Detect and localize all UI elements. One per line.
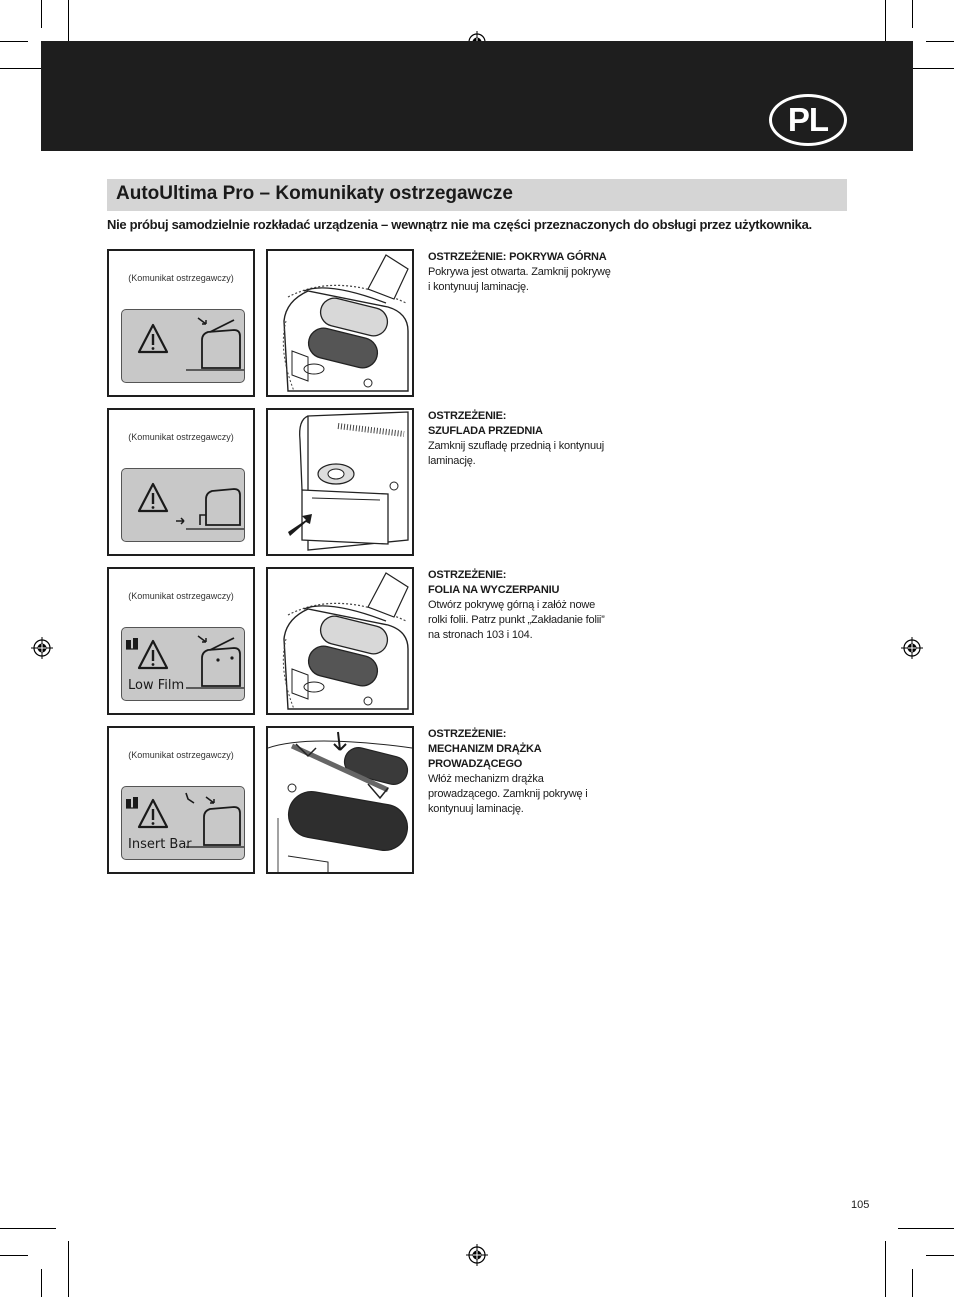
laminator-illustration-guide-bar [266, 726, 414, 874]
warning-heading: OSTRZEŻENIE: POKRYWA GÓRNA [428, 251, 607, 263]
guide-bar-insertion-image [268, 728, 412, 872]
warning-heading: OSTRZEŻENIE: [428, 569, 507, 581]
crop-mark [0, 41, 28, 42]
laminator-outline-icon [176, 489, 244, 529]
section-title: AutoUltima Pro – Komunikaty ostrzegawcze [116, 183, 513, 204]
section-subtitle: Nie próbuj samodzielnie rozkładać urządzenia – wewnątrz nie ma części przeznaczonych do obsługi przez użytkownika. [107, 217, 812, 232]
registration-mark-icon [31, 637, 53, 659]
laminator-open-cover-image [268, 569, 412, 713]
laminator-illustration-low-film [266, 567, 414, 715]
crop-mark [885, 1241, 886, 1297]
lcd-graphic [122, 310, 246, 384]
crop-mark [0, 1255, 28, 1256]
lcd-display [121, 309, 245, 383]
warning-triangle-icon [139, 325, 167, 352]
lcd-label: Insert Bar [128, 837, 192, 852]
warning-body-line: Włóż mechanizm drążka [428, 773, 544, 785]
laminator-open-cover-image [268, 251, 412, 395]
warning-message-panel [107, 249, 255, 397]
warning-triangle-icon [139, 800, 167, 827]
warning-description [428, 409, 628, 469]
crop-mark [912, 0, 913, 28]
warning-message-panel [107, 726, 255, 874]
crop-mark [0, 1228, 56, 1229]
lcd-display [121, 627, 245, 701]
laminator-front-drawer-image [268, 410, 412, 554]
warning-heading: SZUFLADA PRZEDNIA [428, 425, 543, 437]
warning-description [428, 727, 628, 817]
warning-body-line: Pokrywa jest otwarta. Zamknij pokrywę [428, 266, 611, 278]
lcd-display [121, 468, 245, 542]
message-caption: (Komunikat ostrzegawczy) [128, 750, 234, 760]
crop-mark [898, 1228, 954, 1229]
laminator-outline-icon [186, 793, 244, 847]
crop-mark [912, 1269, 913, 1297]
message-caption: (Komunikat ostrzegawczy) [128, 591, 234, 601]
warning-description [428, 250, 628, 295]
warning-body-line: laminację. [428, 455, 476, 467]
warning-heading: MECHANIZM DRĄŻKA [428, 743, 542, 755]
crop-mark [41, 1269, 42, 1297]
warning-body-line: Otwórz pokrywę górną i załóż nowe [428, 599, 596, 611]
warning-message-panel [107, 408, 255, 556]
warning-body-line: i kontynuuj laminację. [428, 281, 529, 293]
warning-body-line: na stronach 103 i 104. [428, 629, 533, 641]
warning-message-panel [107, 567, 255, 715]
lcd-display [121, 786, 245, 860]
warning-description [428, 568, 628, 643]
warning-heading: FOLIA NA WYCZERPANIU [428, 584, 560, 596]
lcd-label: Low Film [128, 678, 185, 693]
registration-mark-icon [466, 1244, 488, 1266]
warning-heading: OSTRZEŻENIE: [428, 410, 507, 422]
lcd-graphic [122, 469, 246, 543]
section-title-bar [107, 179, 847, 211]
message-caption: (Komunikat ostrzegawczy) [128, 432, 234, 442]
warning-body-line: prowadzącego. Zamknij pokrywę i [428, 788, 588, 800]
film-roll-icon [126, 638, 138, 649]
laminator-illustration-front-drawer [266, 408, 414, 556]
crop-mark [68, 1241, 69, 1297]
laminator-outline-icon [186, 636, 244, 688]
message-caption: (Komunikat ostrzegawczy) [128, 273, 234, 283]
language-badge: PL [769, 94, 847, 146]
film-roll-icon [126, 797, 138, 808]
warning-heading: OSTRZEŻENIE: [428, 728, 507, 740]
warning-body-line: rolki folii. Patrz punkt „Zakładanie folii” [428, 614, 605, 626]
warning-body-line: Zamknij szufladę przednią i kontynuuj [428, 440, 605, 452]
registration-mark-icon [901, 637, 923, 659]
warning-triangle-icon [139, 484, 167, 511]
crop-mark [926, 41, 954, 42]
crop-mark [41, 0, 42, 28]
page-number: 105 [851, 1199, 870, 1211]
warning-body-line: kontynuuj laminację. [428, 803, 524, 815]
warning-triangle-icon [139, 641, 167, 668]
warning-heading: PROWADZĄCEGO [428, 758, 523, 770]
laminator-illustration-cover-open [266, 249, 414, 397]
laminator-outline-icon [186, 318, 244, 370]
crop-mark [926, 1255, 954, 1256]
